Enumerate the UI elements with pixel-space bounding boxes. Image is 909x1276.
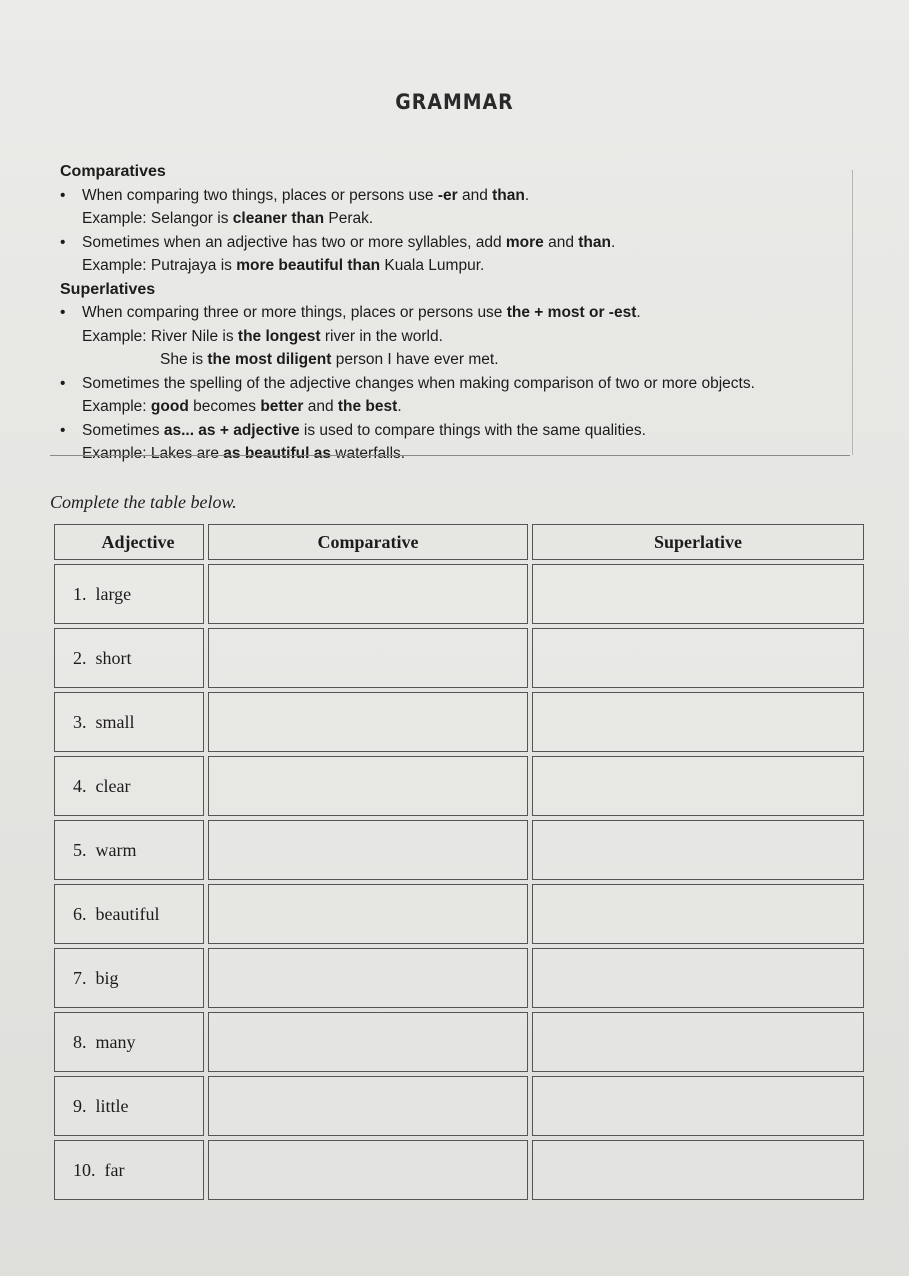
header-adjective: Adjective: [54, 524, 204, 560]
comparative-answer-cell[interactable]: [208, 1140, 528, 1200]
adjective-cell: 5. warm: [54, 820, 204, 880]
table-row: [52, 562, 882, 626]
adjective-table: [52, 522, 882, 1202]
table-row: [52, 818, 882, 882]
superlatives-example-3: Example: Lakes are as beautiful as waterfalls.: [82, 445, 406, 462]
superlatives-rule-1: • When comparing three or more things, places or persons use the + most or -est.: [60, 301, 850, 325]
superlative-answer-cell[interactable]: [532, 564, 864, 624]
bullet-icon: •: [60, 233, 66, 251]
adjective-cell: 7. big: [54, 948, 204, 1008]
instruction-text: Complete the table below.: [50, 492, 237, 512]
superlative-answer-cell[interactable]: [532, 628, 864, 688]
table-row: [52, 1010, 882, 1074]
table-row: [52, 882, 882, 946]
comparatives-rule-2: • Sometimes when an adjective has two or more syllables, add more and than.: [60, 231, 850, 255]
comparative-answer-cell[interactable]: [208, 564, 528, 624]
table-header-row: [52, 522, 882, 562]
adjective-cell: 4. clear: [54, 756, 204, 816]
header-superlative: Superlative: [532, 524, 864, 560]
superlatives-example-1: Example: River Nile is the longest river in the world.: [82, 327, 443, 345]
table-row: [52, 946, 882, 1010]
comparative-answer-cell[interactable]: [208, 692, 528, 752]
superlatives-example-1b: She is the most diligent person I have ever met.: [160, 351, 499, 368]
superlatives-heading: Superlatives: [60, 280, 156, 298]
superlatives-example-2: Example: good becomes better and the best.: [82, 398, 402, 415]
adjective-cell: 6. beautiful: [54, 884, 204, 944]
superlative-answer-cell[interactable]: [532, 1076, 864, 1136]
superlative-answer-cell[interactable]: [532, 884, 864, 944]
superlative-answer-cell[interactable]: [532, 948, 864, 1008]
comparative-answer-cell[interactable]: [208, 948, 528, 1008]
adjective-cell: 9. little: [54, 1076, 204, 1136]
page-title: GRAMMAR: [395, 90, 514, 114]
adjective-cell: 1. large: [54, 564, 204, 624]
superlatives-rule-3: • Sometimes as... as + adjective is used to compare things with the same qualities.: [60, 419, 850, 443]
superlative-answer-cell[interactable]: [532, 820, 864, 880]
grammar-notes-box: [60, 160, 850, 466]
table-row: [52, 1074, 882, 1138]
comparative-answer-cell[interactable]: [208, 820, 528, 880]
table-row: [52, 754, 882, 818]
bullet-icon: •: [60, 421, 66, 439]
bullet-icon: •: [60, 374, 66, 392]
comparative-answer-cell[interactable]: [208, 1076, 528, 1136]
comparatives-example-2: Example: Putrajaya is more beautiful than Kuala Lumpur.: [82, 257, 485, 274]
notes-box-border-bottom: [50, 455, 850, 456]
bullet-icon: •: [60, 304, 66, 321]
superlative-answer-cell[interactable]: [532, 756, 864, 816]
adjective-cell: 3. small: [54, 692, 204, 752]
superlative-answer-cell[interactable]: [532, 692, 864, 752]
header-comparative: Comparative: [208, 524, 528, 560]
table-row: [52, 1138, 882, 1202]
comparatives-rule-1: • When comparing two things, places or persons use -er and than.: [60, 184, 850, 208]
comparatives-example-1: Example: Selangor is cleaner than Perak.: [82, 210, 374, 227]
comparative-answer-cell[interactable]: [208, 1012, 528, 1072]
adjective-cell: 10. far: [54, 1140, 204, 1200]
table-row: [52, 690, 882, 754]
bullet-icon: •: [60, 186, 66, 204]
superlative-answer-cell[interactable]: [532, 1012, 864, 1072]
notes-box-border-right: [852, 170, 853, 455]
superlative-answer-cell[interactable]: [532, 1140, 864, 1200]
comparative-answer-cell[interactable]: [208, 628, 528, 688]
superlatives-rule-2: • Sometimes the spelling of the adjective changes when making comparison of two or more objects.: [60, 372, 850, 396]
adjective-cell: 8. many: [54, 1012, 204, 1072]
comparatives-heading: Comparatives: [60, 163, 166, 180]
table-row: [52, 626, 882, 690]
adjective-cell: 2. short: [54, 628, 204, 688]
comparative-answer-cell[interactable]: [208, 756, 528, 816]
comparative-answer-cell[interactable]: [208, 884, 528, 944]
